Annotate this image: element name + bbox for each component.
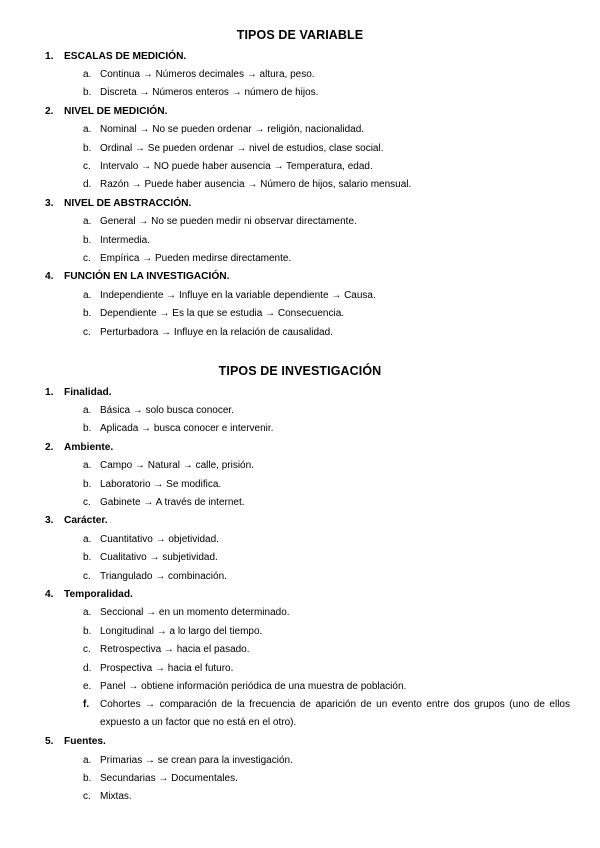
section-number: 1. bbox=[45, 50, 54, 62]
list-item bbox=[0, 567, 600, 585]
list-item bbox=[0, 420, 600, 438]
section-title: ESCALAS DE MEDICIÓN. bbox=[64, 50, 187, 62]
section-title: Ambiente. bbox=[64, 441, 114, 453]
list-item bbox=[0, 401, 600, 419]
list-item bbox=[0, 231, 600, 249]
section bbox=[0, 268, 600, 342]
item-letter: d. bbox=[83, 662, 92, 674]
item-text: Secundarias → Documentales. bbox=[100, 772, 238, 784]
section-title: Carácter. bbox=[64, 515, 108, 527]
section bbox=[0, 438, 600, 512]
item-text: Nominal → No se pueden ordenar → religión, nacionalidad. bbox=[100, 124, 365, 136]
section bbox=[0, 383, 600, 438]
section-title: FUNCIÓN EN LA INVESTIGACIÓN. bbox=[64, 271, 230, 283]
item-text: Cualitativo → subjetividad. bbox=[100, 552, 218, 564]
item-text: Campo → Natural → calle, prisión. bbox=[100, 460, 254, 472]
list-item bbox=[0, 139, 600, 157]
list-item bbox=[0, 530, 600, 548]
item-letter: a. bbox=[83, 216, 92, 228]
section-number: 4. bbox=[45, 271, 54, 283]
list-item bbox=[0, 475, 600, 493]
item-letter: a. bbox=[83, 405, 92, 417]
item-text: Básica → solo busca conocer. bbox=[100, 405, 234, 417]
section-title: Finalidad. bbox=[64, 386, 112, 398]
item-letter: c. bbox=[83, 497, 91, 509]
section bbox=[0, 512, 600, 586]
item-letter: c. bbox=[83, 326, 91, 338]
list-item bbox=[0, 788, 600, 806]
item-letter: b. bbox=[83, 625, 92, 637]
item-text: Perturbadora → Influye en la relación de causalidad. bbox=[100, 326, 333, 338]
section bbox=[0, 102, 600, 194]
list-item bbox=[0, 604, 600, 622]
item-text: Longitudinal → a lo largo del tiempo. bbox=[100, 625, 263, 637]
section-number: 2. bbox=[45, 441, 54, 453]
list-item bbox=[0, 323, 600, 341]
item-letter: a. bbox=[83, 533, 92, 545]
item-text: Intervalo → NO puede haber ausencia → Temperatura, edad. bbox=[100, 161, 373, 173]
list-item bbox=[0, 304, 600, 322]
section bbox=[0, 732, 600, 806]
item-letter: b. bbox=[83, 478, 92, 490]
item-letter: f. bbox=[83, 698, 90, 710]
list-item bbox=[0, 157, 600, 175]
section-heading bbox=[0, 47, 600, 65]
list-item bbox=[0, 659, 600, 677]
section bbox=[0, 47, 600, 102]
list-item bbox=[0, 696, 600, 733]
item-letter: b. bbox=[83, 87, 92, 99]
section-heading bbox=[0, 512, 600, 530]
item-letter: a. bbox=[83, 69, 92, 81]
item-text: Mixtas. bbox=[100, 791, 132, 803]
list-item bbox=[0, 176, 600, 194]
item-letter: c. bbox=[83, 570, 91, 582]
section-heading bbox=[0, 102, 600, 120]
section bbox=[0, 194, 600, 268]
item-text: Independiente → Influye en la variable dependiente → Causa. bbox=[100, 289, 376, 301]
item-letter: a. bbox=[83, 289, 92, 301]
section-number: 4. bbox=[45, 588, 54, 600]
list-item bbox=[0, 121, 600, 139]
variable-list bbox=[0, 47, 600, 341]
item-letter: b. bbox=[83, 234, 92, 246]
section-heading bbox=[0, 585, 600, 603]
list-item bbox=[0, 677, 600, 695]
section-heading bbox=[0, 268, 600, 286]
item-letter: b. bbox=[83, 772, 92, 784]
list-item bbox=[0, 213, 600, 231]
item-letter: d. bbox=[83, 179, 92, 191]
item-letter: e. bbox=[83, 680, 92, 692]
section-heading bbox=[0, 438, 600, 456]
item-letter: a. bbox=[83, 460, 92, 472]
item-letter: b. bbox=[83, 552, 92, 564]
section-title: NIVEL DE ABSTRACCIÓN. bbox=[64, 197, 192, 209]
variable-heading: TIPOS DE VARIABLE bbox=[236, 28, 364, 42]
item-text: Gabinete → A través de internet. bbox=[100, 497, 245, 509]
item-letter: a. bbox=[83, 607, 92, 619]
item-text: Cohortes → comparación de la frecuencia de aparición de un evento entre dos grupos (uno de ellos expuesto a un factor que no está en el otro). bbox=[100, 698, 570, 729]
section-heading bbox=[0, 194, 600, 212]
item-letter: c. bbox=[83, 252, 91, 264]
list-item bbox=[0, 640, 600, 658]
item-text: Prospectiva → hacia el futuro. bbox=[100, 662, 234, 674]
list-item bbox=[0, 549, 600, 567]
section-title: Temporalidad. bbox=[64, 588, 133, 600]
item-text: Primarias → se crean para la investigación. bbox=[100, 754, 293, 766]
list-item bbox=[0, 286, 600, 304]
item-letter: c. bbox=[83, 791, 91, 803]
item-text: Seccional → en un momento determinado. bbox=[100, 607, 290, 619]
item-text: Dependiente → Es la que se estudia → Consecuencia. bbox=[100, 308, 345, 320]
list-item bbox=[0, 457, 600, 475]
section-title: Fuentes. bbox=[64, 736, 106, 748]
item-text: Continua → Números decimales → altura, peso. bbox=[100, 69, 315, 81]
section-number: 3. bbox=[45, 197, 54, 209]
list-item bbox=[0, 769, 600, 787]
item-text: Razón → Puede haber ausencia → Número de hijos, salario mensual. bbox=[100, 179, 412, 191]
item-letter: c. bbox=[83, 161, 91, 173]
item-text: Retrospectiva → hacia el pasado. bbox=[100, 644, 250, 656]
section-heading bbox=[0, 383, 600, 401]
section-number: 1. bbox=[45, 386, 54, 398]
investigacion-heading: TIPOS DE INVESTIGACIÓN bbox=[218, 364, 382, 378]
item-text: Ordinal → Se pueden ordenar → nivel de estudios, clase social. bbox=[100, 142, 384, 154]
item-text: Intermedia. bbox=[100, 234, 151, 246]
section-heading bbox=[0, 732, 600, 750]
section-number: 2. bbox=[45, 105, 54, 117]
list-item bbox=[0, 493, 600, 511]
section-number: 3. bbox=[45, 515, 54, 527]
list-item bbox=[0, 622, 600, 640]
list-item bbox=[0, 84, 600, 102]
item-letter: b. bbox=[83, 142, 92, 154]
section bbox=[0, 585, 600, 732]
list-item bbox=[0, 751, 600, 769]
item-text: Aplicada → busca conocer e intervenir. bbox=[100, 423, 274, 435]
item-text: Panel → obtiene información periódica de una muestra de población. bbox=[100, 680, 407, 692]
item-letter: b. bbox=[83, 423, 92, 435]
item-text: Cuantitativo → objetividad. bbox=[100, 533, 219, 545]
item-letter: c. bbox=[83, 644, 91, 656]
item-text: Laboratorio → Se modifica. bbox=[100, 478, 222, 490]
list-item bbox=[0, 65, 600, 83]
item-text: Empírica → Pueden medirse directamente. bbox=[100, 252, 292, 264]
item-text: Discreta → Números enteros → número de hijos. bbox=[100, 87, 319, 99]
item-text: Triangulado → combinación. bbox=[100, 570, 227, 582]
item-letter: b. bbox=[83, 308, 92, 320]
item-letter: a. bbox=[83, 124, 92, 136]
item-text: General → No se pueden medir ni observar directamente. bbox=[100, 216, 357, 228]
list-item bbox=[0, 249, 600, 267]
investigacion-list bbox=[0, 383, 600, 806]
section-title: NIVEL DE MEDICIÓN. bbox=[64, 105, 168, 117]
section-number: 5. bbox=[45, 736, 54, 748]
item-letter: a. bbox=[83, 754, 92, 766]
